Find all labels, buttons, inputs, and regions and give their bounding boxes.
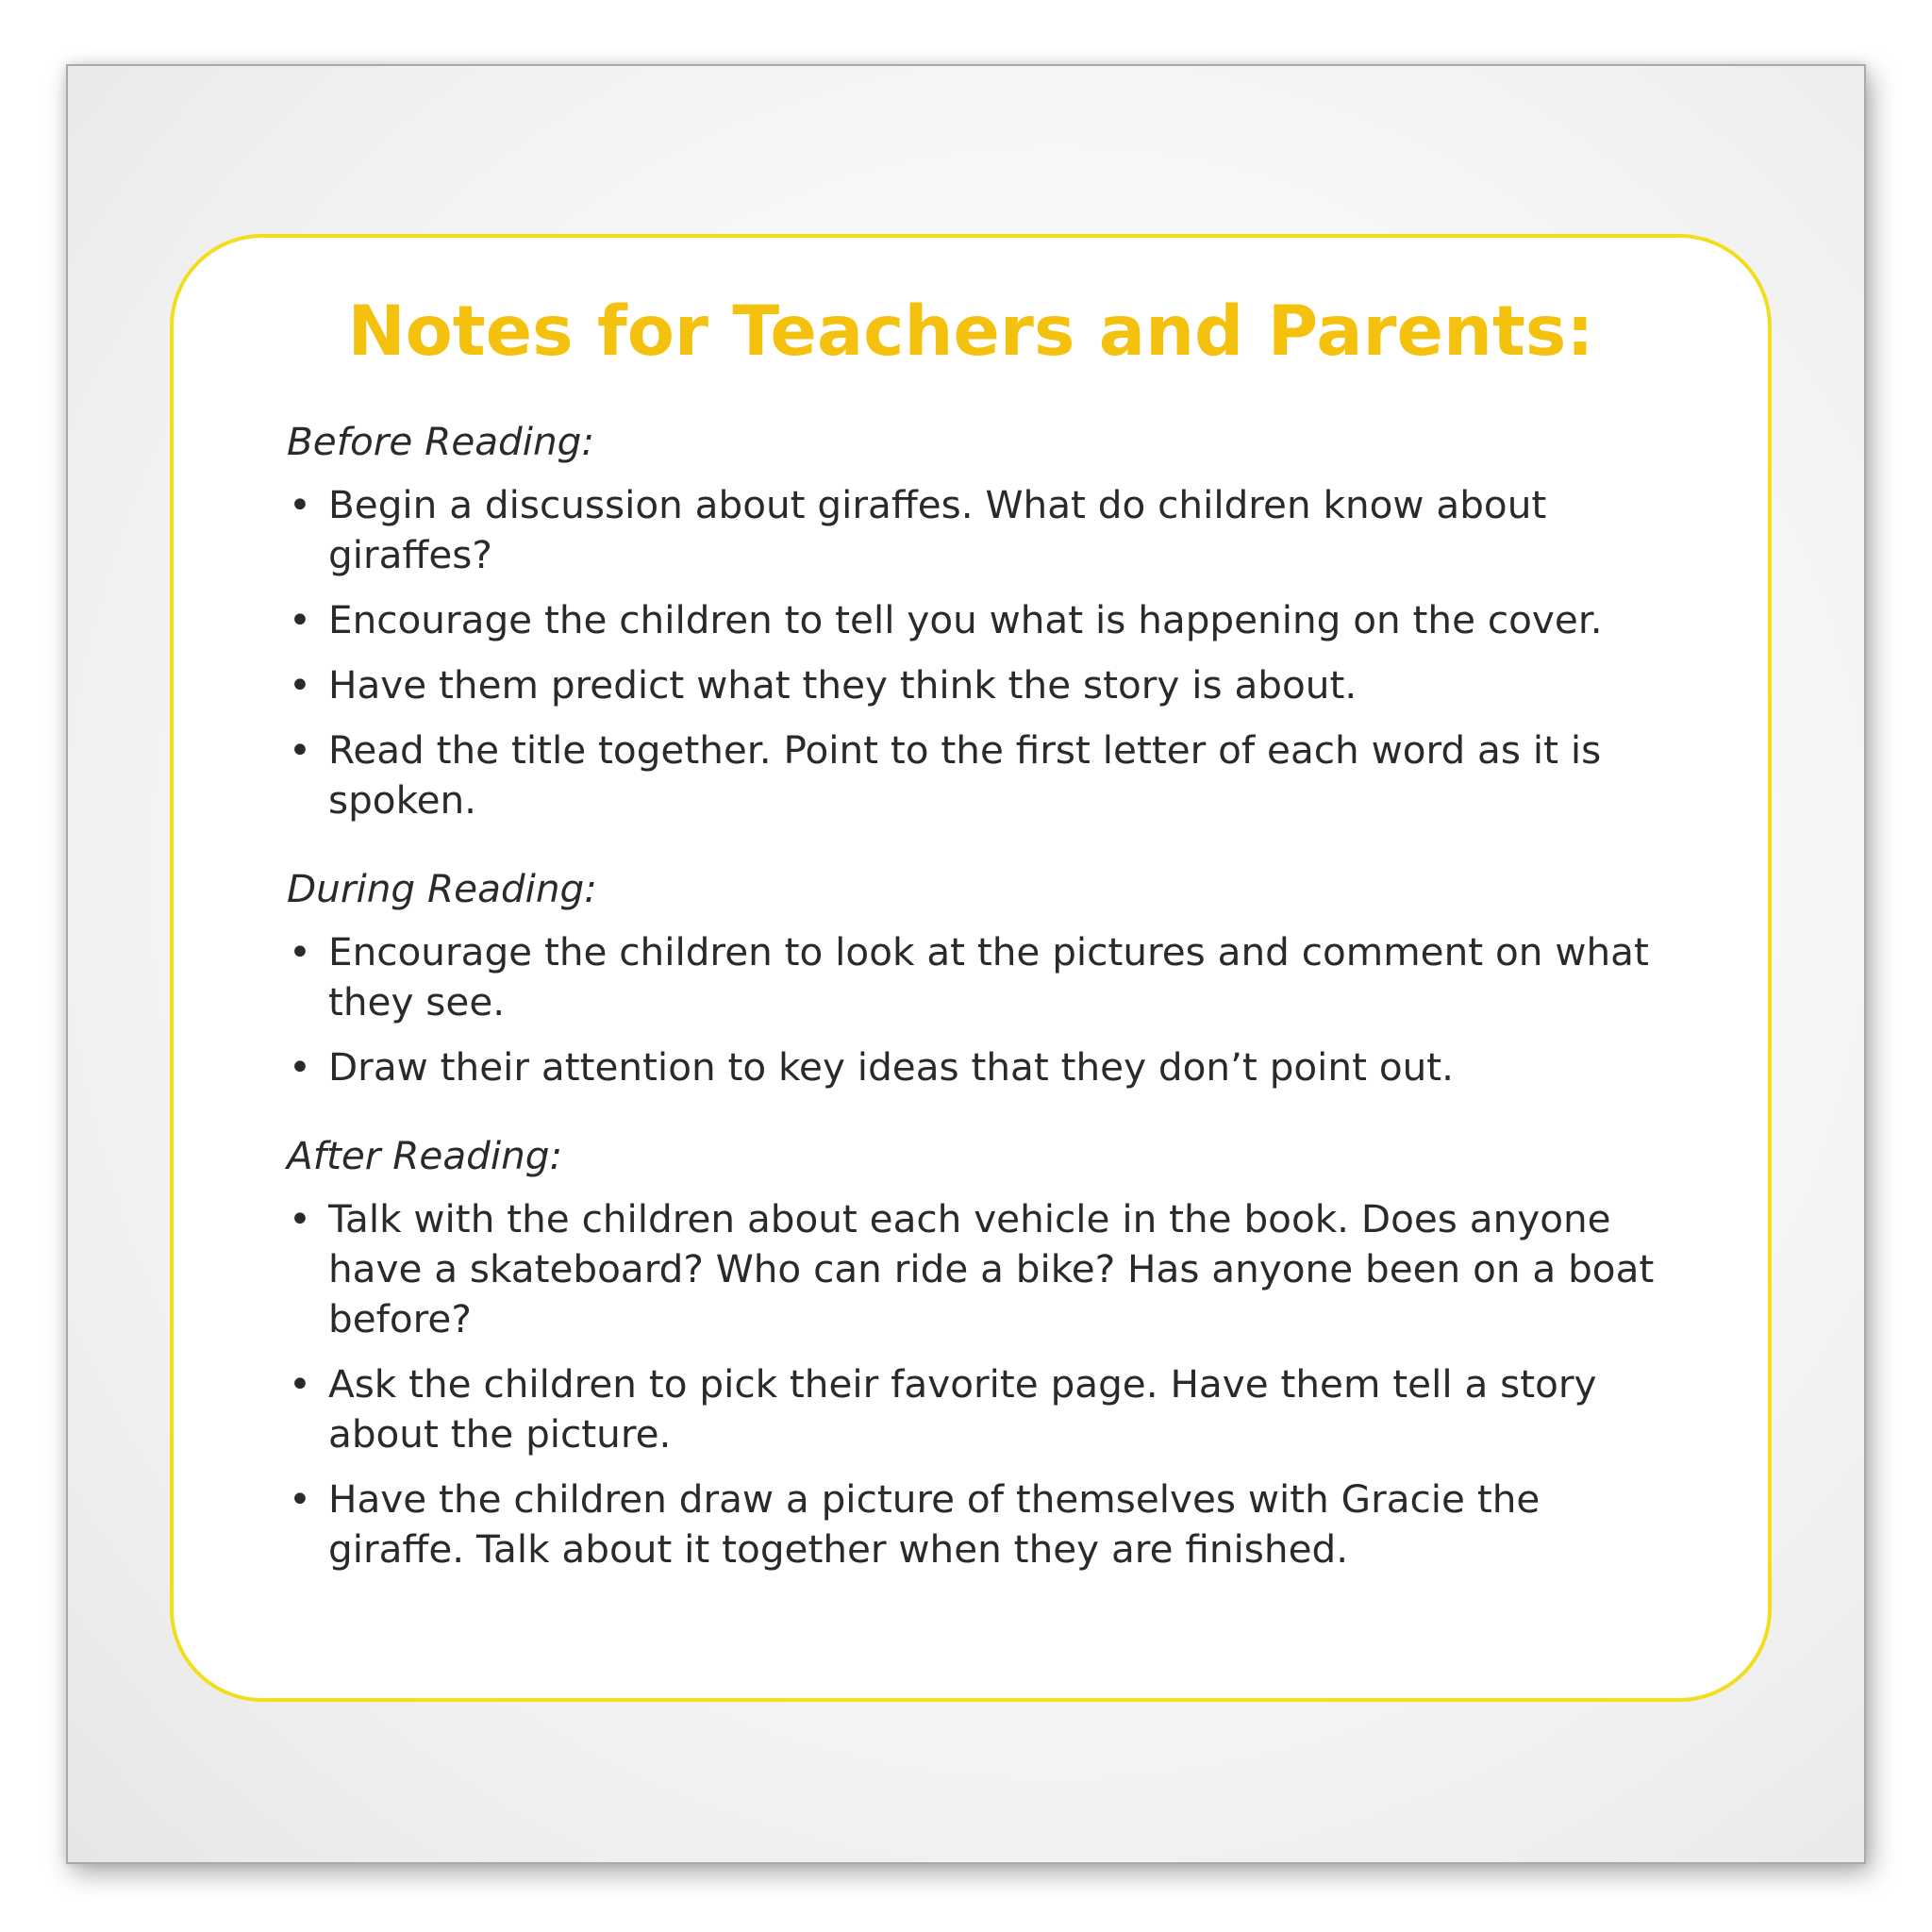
- section-during-reading: [287, 864, 1683, 1092]
- bullet-icon: •: [289, 1044, 311, 1090]
- list-item: [287, 595, 1683, 645]
- list-item-text: Begin a discussion about giraffes. What do children know about giraffes?: [328, 482, 1547, 577]
- bullet-list: [287, 1194, 1683, 1574]
- list-item-text: Talk with the children about each vehicle in the book. Does anyone have a skateboard? Who can ride a bike? Has anyone been on a boat before?: [328, 1196, 1655, 1341]
- bullet-icon: •: [289, 662, 311, 708]
- list-item-text: Encourage the children to tell you what is happening on the cover.: [328, 597, 1603, 642]
- list-item: [287, 660, 1683, 710]
- list-item: [287, 1474, 1683, 1574]
- section-heading: During Reading:: [287, 866, 597, 911]
- notes-content: [287, 417, 1683, 1613]
- list-item: [287, 480, 1683, 580]
- list-item-text: Have the children draw a picture of themselves with Gracie the giraffe. Talk about it together when they are finished.: [328, 1476, 1541, 1572]
- bullet-list: [287, 927, 1683, 1092]
- book-page: [66, 64, 1866, 1864]
- list-item: [287, 927, 1683, 1027]
- list-item-text: Ask the children to pick their favorite page. Have them tell a story about the picture.: [328, 1361, 1597, 1457]
- list-item-text: Have them predict what they think the story is about.: [328, 662, 1357, 708]
- bullet-icon: •: [289, 1196, 311, 1241]
- list-item-text: Read the title together. Point to the first letter of each word as it is spoken.: [328, 727, 1602, 823]
- bullet-icon: •: [289, 1361, 311, 1407]
- bullet-list: [287, 480, 1683, 825]
- bullet-icon: •: [289, 597, 311, 642]
- section-after-reading: [287, 1131, 1683, 1574]
- list-item-text: Draw their attention to key ideas that they don’t point out.: [328, 1044, 1455, 1090]
- section-heading: After Reading:: [287, 1133, 563, 1178]
- bullet-icon: •: [289, 1476, 311, 1522]
- section-before-reading: [287, 417, 1683, 825]
- list-item: [287, 1042, 1683, 1092]
- bullet-icon: •: [289, 929, 311, 974]
- list-item: [287, 1194, 1683, 1344]
- list-item-text: Encourage the children to look at the pictures and comment on what they see.: [328, 929, 1649, 1024]
- bullet-icon: •: [289, 482, 311, 527]
- page-title: Notes for Teachers and Parents:: [347, 291, 1594, 372]
- list-item: [287, 1359, 1683, 1459]
- list-item: [287, 725, 1683, 825]
- bullet-icon: •: [289, 727, 311, 773]
- notes-card: [170, 234, 1772, 1702]
- section-heading: Before Reading:: [287, 419, 595, 464]
